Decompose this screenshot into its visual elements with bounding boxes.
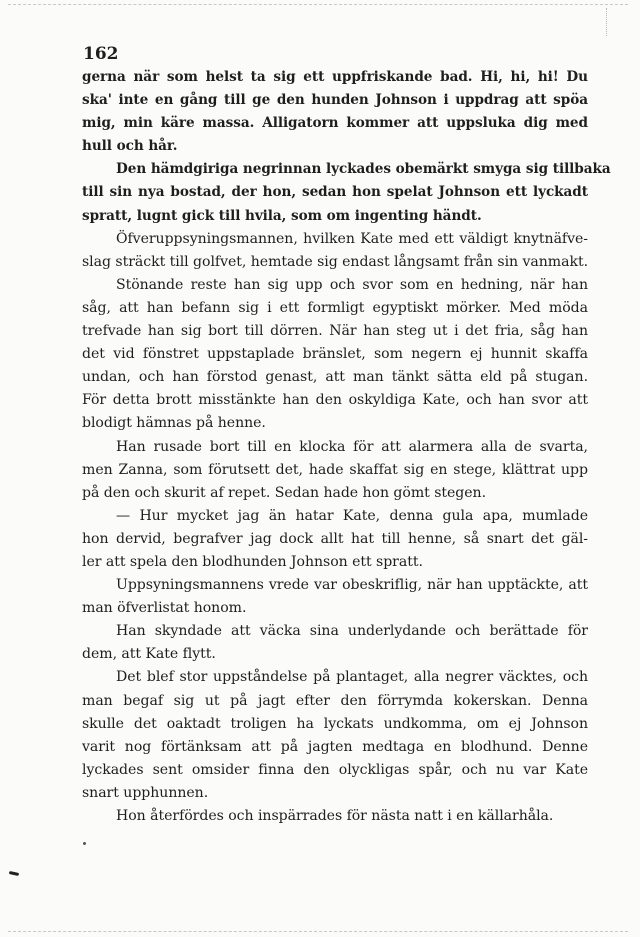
text-line: på den och skurit af repet. Sedan hade hon gömt stegen. <box>82 484 487 501</box>
text-line: undan, och han förstod genast, att man tänkt sätta eld på stugan. <box>82 369 588 386</box>
text-line: Hon återfördes och inspärrades för nästa natt i en källarhåla. <box>116 808 554 824</box>
text-line: Den hämdgiriga negrinnan lyckades obemärkt smyga sig tillbaka <box>116 161 611 178</box>
text-line: lyckades sent omsider finna den olyckligas spår, och nu var Kate <box>82 761 588 778</box>
text-line: mig, min käre massa. Alligatorn kommer att uppsluka dig med <box>82 115 588 132</box>
text-line: såg, att han befann sig i ett formligt egyptiskt mörker. Med möda <box>82 299 588 316</box>
text-line: Uppsyningsmannens vrede var obeskriflig, när han upptäckte, att <box>116 577 588 594</box>
text-line: hon dervid, begrafver jag dock allt hat till henne, så snart det gäl- <box>82 530 588 547</box>
text-line: gerna när som helst ta sig ett uppfriskande bad. Hi, hi, hi! Du <box>82 69 588 85</box>
text-line: snart upphunnen. <box>82 784 209 801</box>
text-line: ler att spela den blodhunden Johnson ett spratt. <box>82 553 423 570</box>
text-line: För detta brott misstänkte han den oskyldiga Kate, och han svor att <box>82 392 588 409</box>
body-text <box>82 66 611 828</box>
text-line: Det blef stor uppståndelse på plantaget, alla negrer väcktes, och <box>116 669 588 686</box>
text-line: spratt, lugnt gick till hvila, som om ingenting händt. <box>82 207 482 224</box>
text-line: Öfveruppsyningsmannen, hvilken Kate med ett väldigt knytnäfve- <box>116 230 588 247</box>
text-line: blodigt hämnas på henne. <box>82 415 266 432</box>
text-line: till sin nya bostad, der hon, sedan hon spelat Johnson ett lyckadt <box>82 184 588 201</box>
text-line: dem, att Kate flytt. <box>82 646 216 663</box>
text-line: man begaf sig ut på jagt efter den förrymda kokerskan. Denna <box>82 692 588 709</box>
text-line: ska' inte en gång till ge den hunden Johnson i uppdrag att spöa <box>82 92 588 109</box>
text-line: trefvade han sig bort till dörren. När han steg ut i det fria, såg han <box>82 323 588 340</box>
page-number: 162 <box>83 44 119 64</box>
text-line: skulle det oaktadt troligen ha lyckats undkomma, om ej Johnson <box>82 715 588 732</box>
scan-edge-right <box>606 8 607 36</box>
text-line: Han skyndade att väcka sina underlydande och berättade för <box>116 623 588 640</box>
text-line: — Hur mycket jag än hatar Kate, denna gula apa, mumlade <box>116 507 588 524</box>
text-line: varit nog förtänksam att på jagten medtaga en blodhund. Denne <box>82 738 588 755</box>
text-line: Stönande reste han sig upp och svor som en hedning, när han <box>116 276 588 293</box>
text-line: Han rusade bort till en klocka för att alarmera alla de svarta, <box>116 438 588 455</box>
text-line: slag sträckt till golfvet, hemtade sig endast långsamt från sin vanmakt. <box>82 253 588 270</box>
ink-smudge <box>9 871 19 876</box>
text-line: men Zanna, som förutsett det, hade skaffat sig en stege, klättrat upp <box>82 461 588 478</box>
scan-edge-bottom <box>8 931 628 932</box>
text-line: hull och hår. <box>82 138 178 155</box>
text-line: man öfverlistat honom. <box>82 600 247 617</box>
scan-edge-top <box>8 4 628 5</box>
text-line: det vid fönstret uppstaplade bränslet, som negern ej hunnit skaffa <box>82 346 588 363</box>
ink-dot <box>83 842 86 845</box>
